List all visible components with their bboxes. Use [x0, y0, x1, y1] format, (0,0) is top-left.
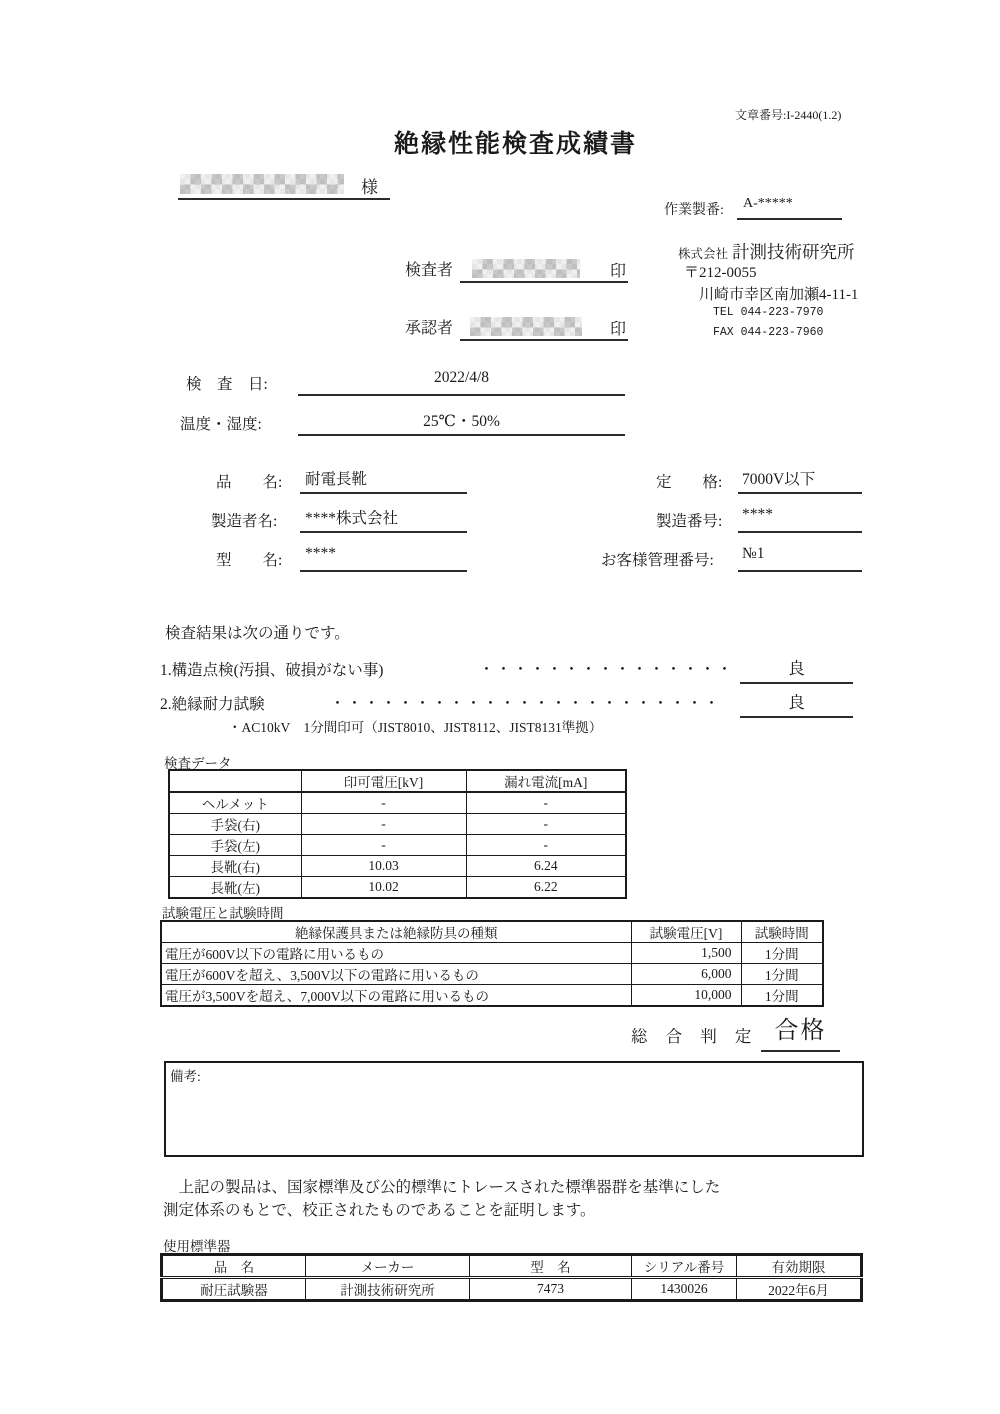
inspector-sign-line — [460, 255, 628, 283]
table-header-row — [161, 921, 823, 943]
test-voltage-table — [160, 920, 824, 1007]
product-name-label: 品 名: — [216, 474, 283, 491]
judgement-label: 総 合 判 定 — [631, 1027, 759, 1046]
customer-honorific: 様 — [361, 178, 378, 197]
approver-sign-line — [460, 313, 628, 341]
current-cell: 6.22 — [466, 877, 626, 899]
page-title: 絶縁性能検査成績書 — [394, 131, 638, 158]
inspection-data-section-label: 検査データ — [164, 756, 232, 771]
inspection-date-value: 2022/4/8 — [298, 369, 625, 396]
header-cell: メーカー — [306, 1255, 470, 1278]
voltage-cell: 10,000 — [631, 985, 741, 1007]
certification-line-2: 測定体系のもとで、校正されたものであることを証明します。 — [163, 1202, 596, 1219]
item-cell: 長靴(右) — [169, 856, 301, 877]
header-cell: シリアル番号 — [632, 1255, 737, 1278]
result-item-1-label: 1.構造点検(汚損、破損がない事) — [160, 662, 384, 679]
voltage-cell: - — [301, 814, 466, 835]
name-cell: 耐圧試験器 — [162, 1278, 306, 1301]
company-fax: FAX 044-223-7960 — [713, 326, 824, 339]
company-postal: 〒212-0055 — [684, 265, 757, 281]
work-number-value: A-***** — [737, 196, 842, 220]
header-cell — [169, 770, 301, 792]
model-value: **** — [300, 545, 467, 572]
customer-no-value: №1 — [738, 545, 862, 572]
rating-value: 7000V以下 — [738, 467, 862, 494]
result-item-2-dots: ・・・・・・・・・・・・・・・・・・・・・・・ — [330, 696, 722, 712]
current-cell: - — [466, 835, 626, 856]
table-header-row — [162, 1255, 862, 1278]
company-name: 計測技術研究所 — [732, 242, 855, 262]
approver-seal: 印 — [609, 321, 626, 338]
work-number-label: 作業製番: — [664, 203, 724, 218]
table-row — [169, 856, 626, 877]
remarks-label: 備考: — [170, 1069, 201, 1084]
header-cell: 試験電圧[V] — [631, 921, 741, 943]
customer-name-line — [178, 171, 390, 200]
approver-name-redacted — [470, 317, 582, 336]
table-row — [162, 1278, 862, 1301]
kind-cell: 電圧が600V以下の電路に用いるもの — [161, 943, 631, 964]
voltage-cell: - — [301, 792, 466, 814]
result-item-1-value: 良 — [740, 655, 853, 684]
voltage-cell: 6,000 — [631, 964, 741, 985]
table-row — [169, 814, 626, 835]
inspector-seal: 印 — [609, 263, 626, 280]
remarks-box — [164, 1061, 864, 1157]
voltage-cell: - — [301, 835, 466, 856]
standards-table — [160, 1253, 863, 1302]
voltage-cell: 1,500 — [631, 943, 741, 964]
item-cell: 長靴(左) — [169, 877, 301, 899]
test-voltage-section-label: 試験電圧と試験時間 — [162, 906, 284, 921]
manufacturer-label: 製造者名: — [211, 513, 278, 530]
mfg-number-value: **** — [738, 506, 862, 533]
header-cell: 絶縁保護具または絶縁防具の種類 — [161, 921, 631, 943]
inspector-label: 検査者 — [405, 262, 454, 279]
table-row — [169, 792, 626, 814]
judgement-value: 合格 — [761, 1010, 840, 1052]
standards-section-label: 使用標準器 — [163, 1239, 231, 1254]
customer-name-redacted — [180, 174, 344, 194]
rating-label: 定 格: — [656, 474, 723, 491]
item-cell: ヘルメット — [169, 792, 301, 814]
customer-no-label: お客様管理番号: — [601, 552, 714, 569]
table-header-row — [169, 770, 626, 792]
time-cell: 1分間 — [741, 985, 823, 1007]
company-address: 川崎市幸区南加瀬4-11-1 — [699, 287, 859, 303]
item-cell: 手袋(右) — [169, 814, 301, 835]
result-item-2-value: 良 — [740, 689, 853, 718]
serial-cell: 1430026 — [632, 1278, 737, 1301]
approver-label: 承認者 — [405, 320, 454, 337]
header-cell: 試験時間 — [741, 921, 823, 943]
document-number: 文章番号:I-2440(1.2) — [735, 108, 842, 122]
current-cell: 6.24 — [466, 856, 626, 877]
result-item-1-dots: ・・・・・・・・・・・・・・・ — [479, 662, 735, 678]
time-cell: 1分間 — [741, 943, 823, 964]
time-cell: 1分間 — [741, 964, 823, 985]
temp-humidity-value: 25℃・50% — [298, 409, 625, 436]
kind-cell: 電圧が3,500Vを超え、7,000V以下の電路に用いるもの — [161, 985, 631, 1007]
item-cell: 手袋(左) — [169, 835, 301, 856]
result-item-2-label: 2.絶縁耐力試験 — [160, 696, 265, 713]
table-row — [161, 943, 823, 964]
header-cell: 品 名 — [162, 1255, 306, 1278]
company-tel: TEL 044-223-7970 — [713, 306, 824, 319]
table-row — [169, 835, 626, 856]
current-cell: - — [466, 814, 626, 835]
certification-statement — [163, 1176, 720, 1222]
inspection-data-table — [168, 769, 627, 899]
table-row — [161, 985, 823, 1007]
header-cell: 漏れ電流[mA] — [466, 770, 626, 792]
expiry-cell: 2022年6月 — [737, 1278, 862, 1301]
product-name-value: 耐電長靴 — [300, 467, 467, 494]
current-cell: - — [466, 792, 626, 814]
table-row — [161, 964, 823, 985]
maker-cell: 計測技術研究所 — [306, 1278, 470, 1301]
manufacturer-value: ****株式会社 — [300, 506, 467, 533]
header-cell: 型 名 — [470, 1255, 632, 1278]
kind-cell: 電圧が600Vを超え、3,500V以下の電路に用いるもの — [161, 964, 631, 985]
inspector-name-redacted — [472, 259, 580, 278]
header-cell: 印可電圧[kV] — [301, 770, 466, 792]
header-cell: 有効期限 — [737, 1255, 862, 1278]
certification-line-1: 上記の製品は、国家標準及び公的標準にトレースされた標準器群を基準にした — [163, 1179, 721, 1196]
voltage-cell: 10.03 — [301, 856, 466, 877]
company-prefix: 株式会社 — [678, 247, 729, 261]
inspection-date-label: 検 査 日: — [186, 376, 268, 393]
temp-humidity-label: 温度・湿度: — [180, 416, 262, 433]
voltage-cell: 10.02 — [301, 877, 466, 899]
model-label: 型 名: — [216, 552, 283, 569]
table-row — [169, 877, 626, 899]
dielectric-test-note: ・AC10kV 1分間印可（JIST8010、JIST8112、JIST8131準拠） — [228, 720, 603, 735]
results-intro: 検査結果は次の通りです。 — [165, 625, 350, 642]
model-cell: 7473 — [470, 1278, 632, 1301]
mfg-number-label: 製造番号: — [656, 513, 723, 530]
